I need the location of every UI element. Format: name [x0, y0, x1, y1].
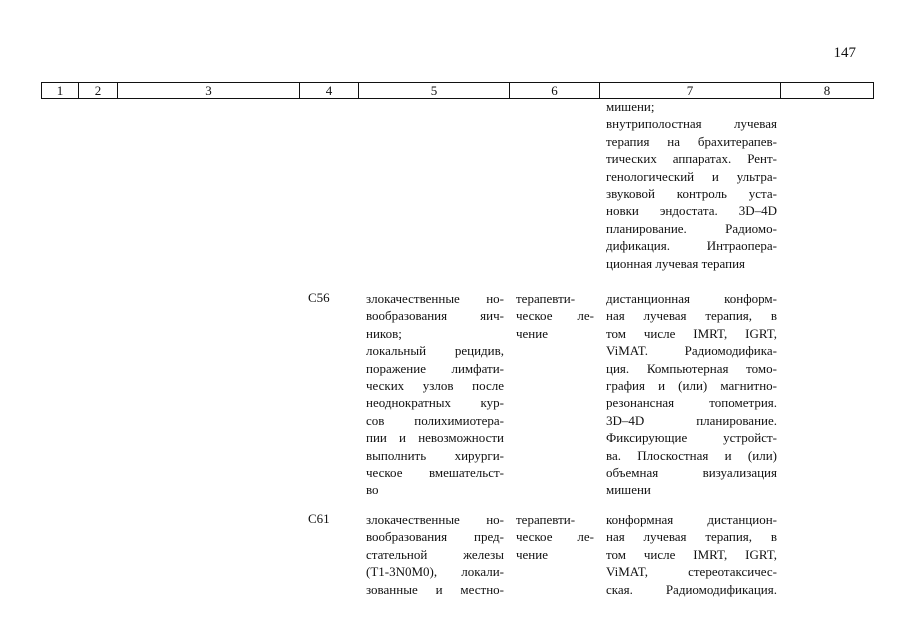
row-col7-method — [606, 511, 777, 598]
text-line: поражение лимфати- — [366, 360, 504, 376]
text-line: (T1-3N0M0), локали- — [366, 564, 504, 580]
text-line: во — [366, 482, 379, 498]
text-line: мишени — [606, 482, 651, 498]
text-line: ViMAT, стереотаксичес- — [606, 564, 777, 580]
text-line: планирование. Радиомо- — [606, 220, 777, 236]
header-col-2: 2 — [79, 83, 118, 99]
text-line: зованные и местно- — [366, 581, 504, 597]
text-line: ческих узлов после — [366, 378, 504, 394]
row-col5-diagnosis — [366, 511, 504, 598]
text-line: графия и (или) магнитно- — [606, 378, 777, 394]
row-col7-method — [606, 290, 777, 499]
header-col-7: 7 — [600, 83, 781, 99]
text-line: внутриполостная лучевая — [606, 116, 777, 132]
text-line: ва. Плоскостная и (или) — [606, 447, 777, 463]
header-col-3: 3 — [118, 83, 300, 99]
text-line: ская. Радиомодификация. — [606, 581, 777, 597]
text-line: резонансная топометрия. — [606, 395, 777, 411]
text-line: стательной железы — [366, 546, 504, 562]
text-line: локальный рецидив, — [366, 343, 504, 359]
text-line: объемная визуализация — [606, 465, 777, 481]
page-number: 147 — [833, 45, 856, 61]
text-line: неоднократных кур- — [366, 395, 504, 411]
row-col6-treatment — [516, 290, 594, 342]
continuation-col7 — [606, 98, 777, 272]
text-line: пии и невозможности — [366, 430, 504, 446]
text-line: злокачественные но- — [366, 291, 504, 306]
text-line: конформная дистанцион- — [606, 512, 777, 527]
text-line: том числе IMRT, IGRT, — [606, 325, 777, 341]
header-col-8: 8 — [781, 83, 874, 99]
text-line: мишени; — [606, 99, 655, 114]
text-line: терапевти- — [516, 291, 576, 306]
text-line: дификация. Интраопера- — [606, 238, 777, 254]
text-line: ция. Компьютерная томо- — [606, 360, 777, 376]
text-line: выполнить хирурги- — [366, 447, 504, 463]
text-line: терапевти- — [516, 512, 576, 527]
row-code: C56 — [308, 290, 330, 305]
row-code: C61 — [308, 511, 330, 526]
text-line: чение — [516, 325, 548, 341]
text-line: злокачественные но- — [366, 512, 504, 527]
row-col5-diagnosis — [366, 290, 504, 499]
text-line: вообразования яич- — [366, 308, 504, 324]
header-col-1: 1 — [42, 83, 79, 99]
text-line: ческое ле- — [516, 529, 594, 545]
text-line: ческое вмешательст- — [366, 465, 504, 481]
row-col6-treatment — [516, 511, 594, 563]
header-col-6: 6 — [510, 83, 600, 99]
text-line: ная лучевая терапия, в — [606, 529, 777, 545]
header-col-4: 4 — [300, 83, 359, 99]
text-line: вообразования пред- — [366, 529, 504, 545]
text-line: звуковой контроль уста- — [606, 186, 777, 202]
text-line: чение — [516, 546, 548, 562]
text-line: терапия на брахитерапев- — [606, 133, 777, 149]
text-line: Фиксирующие устройст- — [606, 430, 777, 446]
text-line: дистанционная конформ- — [606, 291, 777, 306]
table-header — [41, 82, 874, 99]
text-line: ная лучевая терапия, в — [606, 308, 777, 324]
text-line: новки эндостата. 3D–4D — [606, 203, 777, 219]
text-line: тических аппаратах. Рент- — [606, 151, 777, 167]
text-line: ческое ле- — [516, 308, 594, 324]
header-col-5: 5 — [359, 83, 510, 99]
text-line: ViMAT. Радиомодифика- — [606, 343, 777, 359]
text-line: ников; — [366, 325, 402, 341]
text-line: генологический и ультра- — [606, 168, 777, 184]
text-line: 3D–4D планирование. — [606, 412, 777, 428]
text-line: ционная лучевая терапия — [606, 255, 746, 271]
text-line: том числе IMRT, IGRT, — [606, 546, 777, 562]
text-line: сов полихимиотера- — [366, 412, 504, 428]
